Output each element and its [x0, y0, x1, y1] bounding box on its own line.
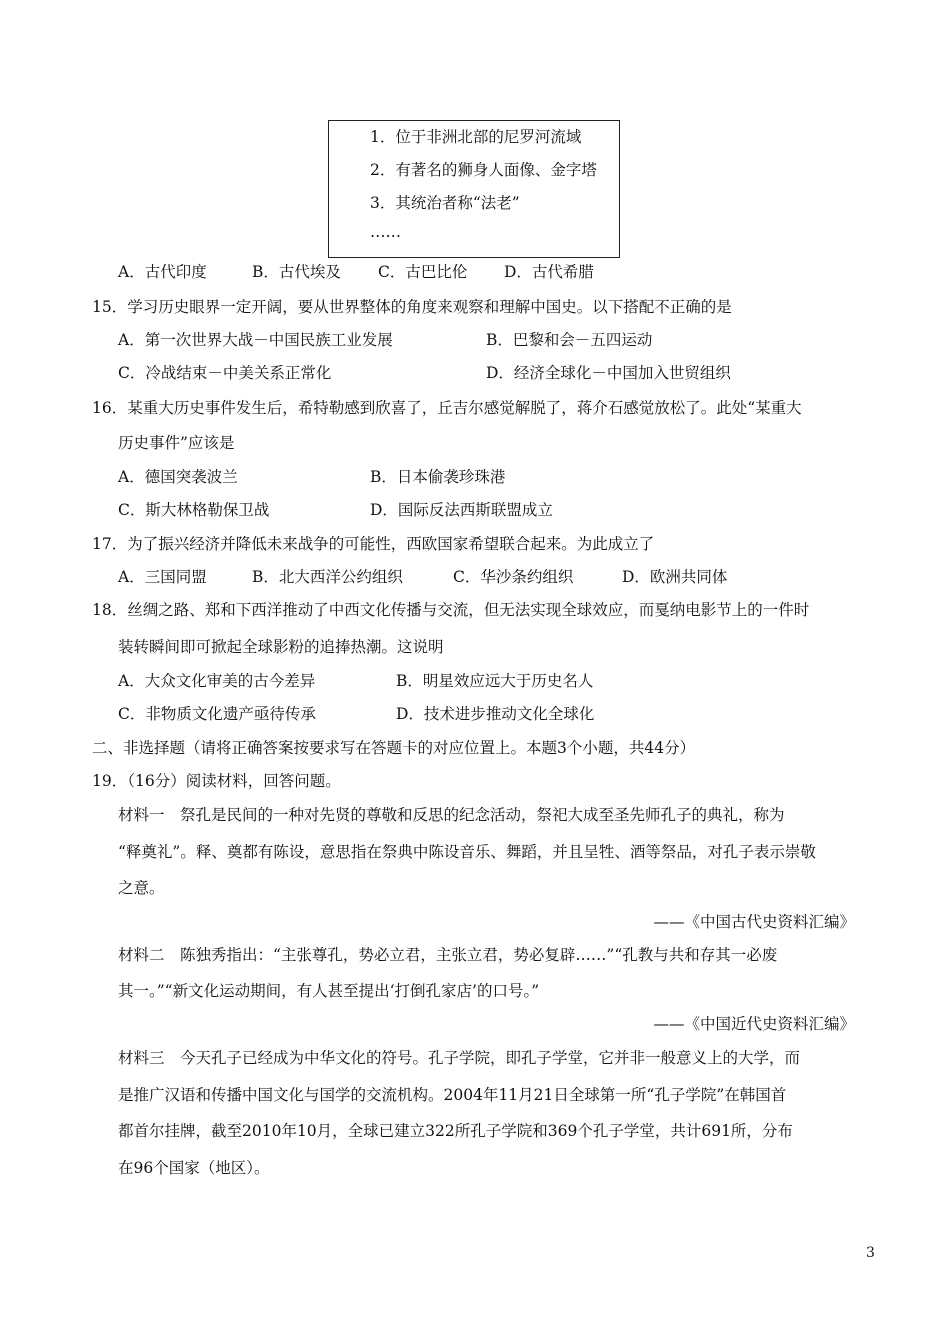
q14-clue-2: 2．有著名的狮身人面像、金字塔 — [370, 161, 597, 179]
q18-stem-line1: 18．丝绸之路、郑和下西洋推动了中西文化传播与交流，但无法实现全球效应，而戛纳电影节上的一件时 — [92, 601, 810, 619]
page-number: 3 — [866, 1245, 875, 1261]
q15-option-b: B．巴黎和会－五四运动 — [486, 331, 653, 349]
q19-material1-line3: 之意。 — [118, 879, 165, 897]
q17-stem: 17．为了振兴经济并降低未来战争的可能性，西欧国家希望联合起来。为此成立了 — [92, 535, 655, 553]
q19-material1-line1: 材料一 祭孔是民间的一种对先贤的尊敬和反思的纪念活动，祭祀大成至圣先师孔子的典礼，称为 — [118, 806, 785, 824]
q19-material2-line2: 其一。”“新文化运动期间，有人甚至提出‘打倒孔家店’的口号。” — [118, 982, 540, 1000]
q16-option-b: B．日本偷袭珍珠港 — [370, 468, 506, 486]
q15-stem: 15．学习历史眼界一定开阔，要从世界整体的角度来观察和理解中国史。以下搭配不正确的是 — [92, 298, 732, 316]
q16-stem-line1: 16．某重大历史事件发生后，希特勒感到欣喜了，丘吉尔感觉解脱了，蒋介石感觉放松了。此处“某重大 — [92, 399, 802, 417]
q18-option-d: D．技术进步推动文化全球化 — [396, 705, 595, 723]
q15-option-a: A．第一次世界大战－中国民族工业发展 — [118, 331, 393, 349]
q19-stem: 19．（16分）阅读材料，回答问题。 — [92, 772, 341, 790]
q17-option-a: A．三国同盟 — [118, 568, 207, 586]
q16-stem-line2: 历史事件”应该是 — [118, 434, 235, 452]
q16-option-a: A．德国突袭波兰 — [118, 468, 238, 486]
q19-material3-line3: 都首尔挂牌，截至2010年10月，全球已建立322所孔子学院和369个孔子学堂，共计691所，分布 — [118, 1122, 793, 1140]
q15-option-d: D．经济全球化－中国加入世贸组织 — [486, 364, 731, 382]
q19-material1-line2: “释奠礼”。释、奠都有陈设，意思指在祭典中陈设音乐、舞蹈，并且呈牲、酒等祭品，对孔子表示崇敬 — [118, 843, 816, 861]
q17-option-b: B．北大西洋公约组织 — [252, 568, 403, 586]
q17-option-d: D．欧洲共同体 — [622, 568, 728, 586]
q18-option-b: B．明星效应远大于历史名人 — [396, 672, 594, 690]
q16-option-d: D．国际反法西斯联盟成立 — [370, 501, 553, 519]
q19-material2-source: ——《中国近代史资料汇编》 — [653, 1015, 855, 1033]
q14-clue-3: 3．其统治者称“法老” — [370, 194, 520, 212]
q19-material1-source: ——《中国古代史资料汇编》 — [653, 913, 855, 931]
q14-clue-1: 1．位于非洲北部的尼罗河流域 — [370, 128, 582, 146]
q14-option-b: B．古代埃及 — [252, 263, 341, 281]
q16-option-c: C．斯大林格勒保卫战 — [118, 501, 270, 519]
q19-material3-line4: 在96个国家（地区）。 — [118, 1159, 270, 1177]
q15-option-c: C．冷战结束－中美关系正常化 — [118, 364, 332, 382]
q14-option-a: A．古代印度 — [118, 263, 207, 281]
q14-option-c: C．古巴比伦 — [378, 263, 468, 281]
q18-option-a: A．大众文化审美的古今差异 — [118, 672, 316, 690]
q19-material3-line1: 材料三 今天孔子已经成为中华文化的符号。孔子学院，即孔子学堂，它并非一般意义上的大学，而 — [118, 1049, 801, 1067]
section-2-heading: 二、非选择题（请将正确答案按要求写在答题卡的对应位置上。本题3个小题，共44分） — [92, 739, 696, 757]
q17-option-c: C．华沙条约组织 — [453, 568, 574, 586]
q14-clue-4: …… — [370, 223, 401, 241]
q19-material3-line2: 是推广汉语和传播中国文化与国学的交流机构。2004年11月21日全球第一所“孔子学院”在韩国首 — [118, 1086, 787, 1104]
q14-option-d: D．古代希腊 — [504, 263, 594, 281]
q19-material2-line1: 材料二 陈独秀指出：“主张尊孔，势必立君，主张立君，势必复辟……”“孔教与共和存其一必废 — [118, 946, 778, 964]
q18-option-c: C．非物质文化遗产亟待传承 — [118, 705, 316, 723]
q18-stem-line2: 装转瞬间即可掀起全球影粉的追捧热潮。这说明 — [118, 638, 444, 656]
